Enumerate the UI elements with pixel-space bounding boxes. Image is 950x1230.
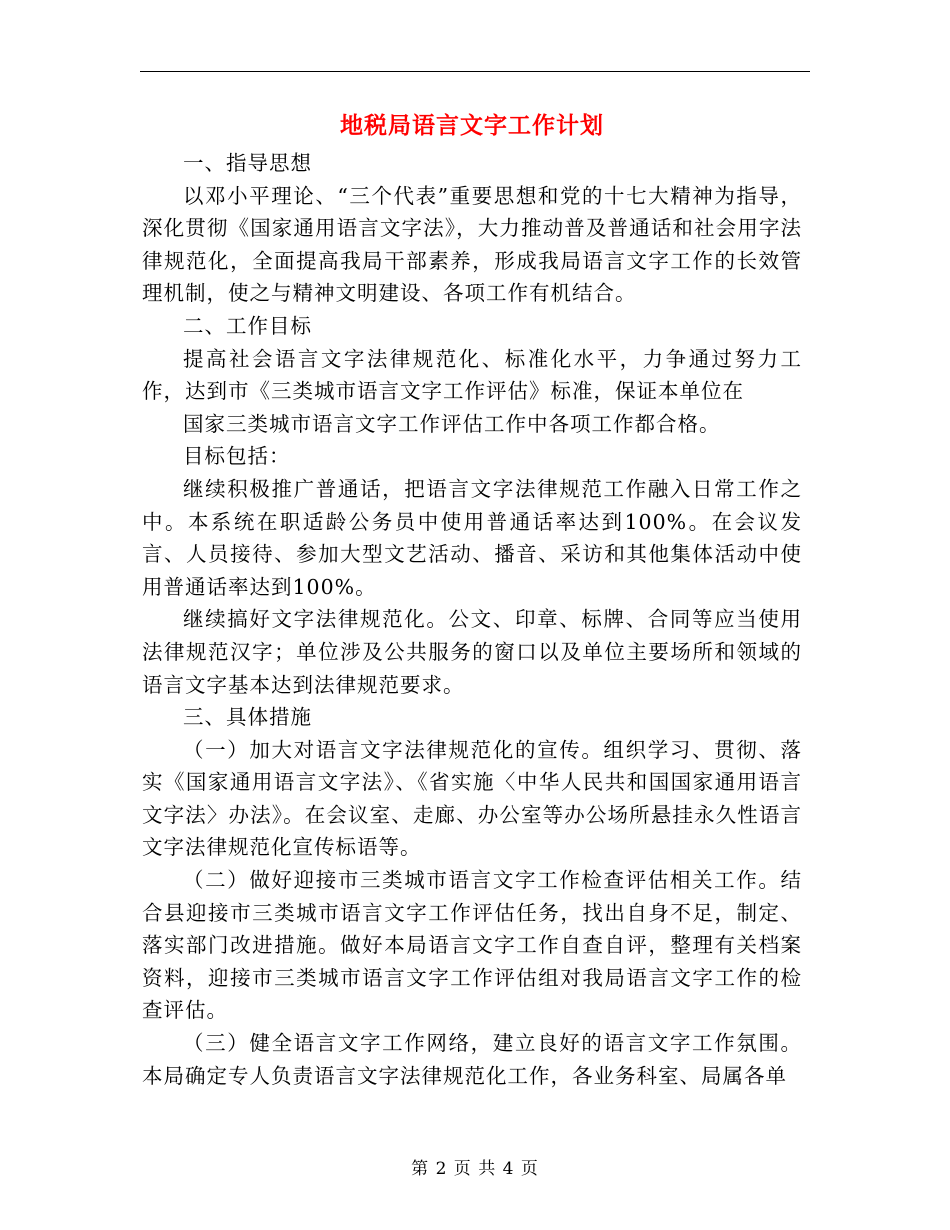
heading-guiding-ideology: 一、指导思想 (183, 151, 312, 175)
paragraph: （三）健全语言文字工作网络，建立良好的语言文字工作氛围。本局确定专人负责语言文字法律规范化工作，各业务科室、局属各单 (142, 1031, 802, 1088)
document-title: 地税局语言文字工作计划 (340, 112, 604, 139)
header-rule (140, 71, 810, 72)
paragraph: 以邓小平理论、“三个代表”重要思想和党的十七大精神为指导，深化贯彻《国家通用语言文字法》，大力推动普及普通话和社会用字法律规范化，全面提高我局干部素养，形成我局语言文字工作的长效管理机制，使之与精神文明建设、各项工作有机结合。 (142, 183, 802, 306)
document-body (142, 106, 802, 1092)
paragraph: 国家三类城市语言文字工作评估工作中各项工作都合格。 (183, 411, 721, 436)
paragraph: （二）做好迎接市三类城市语言文字工作检查评估相关工作。结合县迎接市三类城市语言文字工作评估任务，找出自身不足，制定、落实部门改进措施。做好本局语言文字工作自查自评，整理有关档案资料，迎接市三类城市语言文字工作评估组对我局语言文字工作的检查评估。 (142, 868, 802, 1023)
paragraph: 继续积极推广普通话，把语言文字法律规范工作融入日常工作之中。本系统在职适龄公务员中使用普通话率达到100%。在会议发言、人员接待、参加大型文艺活动、播音、采访和其他集体活动中使用普通话率达到100%。 (142, 476, 802, 599)
paragraph: 继续搞好文字法律规范化。公文、印章、标牌、合同等应当使用法律规范汉字；单位涉及公共服务的窗口以及单位主要场所和领域的语言文字基本达到法律规范要求。 (142, 607, 802, 697)
heading-specific-measures: 三、具体措施 (183, 705, 312, 730)
paragraph: 提高社会语言文字法律规范化、标准化水平，力争通过努力工作，达到市《三类城市语言文字工作评估》标准，保证本单位在 (142, 346, 802, 404)
paragraph: （一）加大对语言文字法律规范化的宣传。组织学习、贯彻、落实《国家通用语言文字法》、《省实施〈中华人民共和国国家通用语言文字法〉办法》。在会议室、走廊、办公室等办公场所悬挂永久性语言文字法律规范化宣传标语等。 (142, 737, 802, 860)
heading-work-goals: 二、工作目标 (183, 313, 312, 338)
paragraph: 目标包括： (183, 444, 291, 469)
page-number-footer: 第 2 页 共 4 页 (411, 1159, 539, 1179)
